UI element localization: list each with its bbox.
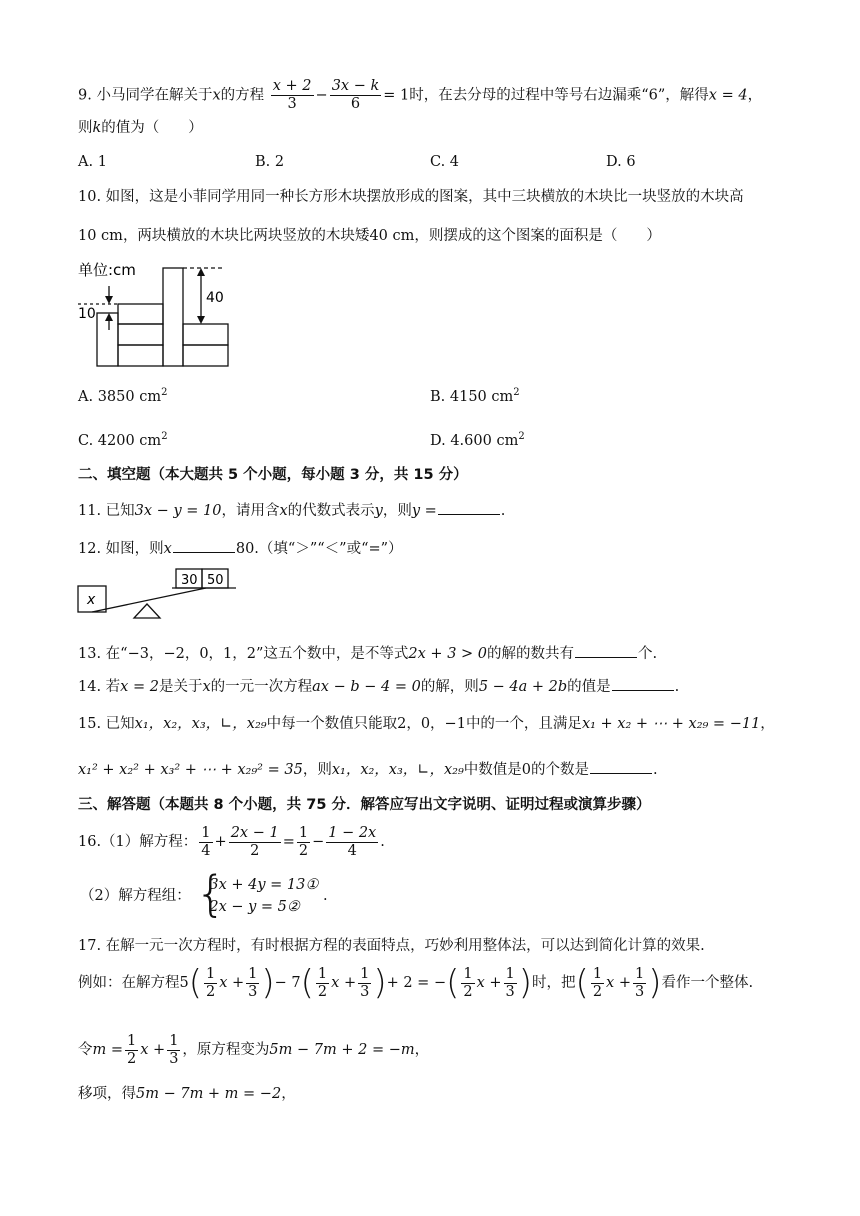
superscript: 2 bbox=[513, 387, 520, 398]
q14-condition: x = 2 bbox=[120, 679, 159, 695]
op: + 2 = − bbox=[386, 975, 447, 991]
box-x-label: x bbox=[87, 592, 96, 608]
fraction-numerator: 1 bbox=[317, 965, 328, 982]
fraction-denominator: 3 bbox=[505, 983, 515, 1000]
q11-equation: 3x − y = 10 bbox=[134, 503, 222, 519]
q10-option-d bbox=[430, 427, 525, 451]
horizontal-block bbox=[118, 324, 163, 345]
fraction-denominator: 6 bbox=[350, 96, 361, 112]
q13-text: 的解的数共有 bbox=[487, 646, 575, 662]
q9-text: ， bbox=[747, 87, 763, 104]
fraction bbox=[504, 966, 517, 1001]
fraction-numerator: x + 2 bbox=[272, 78, 312, 94]
fraction-numerator: 3x − k bbox=[331, 78, 380, 94]
fraction-denominator: 2 bbox=[463, 983, 473, 1000]
q9-op: − bbox=[315, 87, 328, 104]
q9-option-d: D. 6 bbox=[606, 154, 636, 170]
vertical-block bbox=[163, 268, 183, 366]
q14-text: 14. 若 bbox=[78, 679, 121, 695]
answer-blank[interactable] bbox=[612, 676, 674, 691]
q11-text: 的代数式表示 bbox=[287, 503, 375, 519]
fraction-numerator: 1 − 2x bbox=[328, 824, 377, 841]
option-text: C. 4200 cm bbox=[78, 432, 162, 449]
label-40: 40 bbox=[206, 290, 224, 306]
q13-text: 13. 在“−3，−2，0，1，2”这五个数中，是不等式 bbox=[78, 646, 409, 662]
q9-fraction-1 bbox=[271, 78, 314, 113]
op: = bbox=[282, 834, 295, 850]
q9-text: 的值为（ ） bbox=[101, 120, 203, 136]
weight-30-label: 30 bbox=[181, 573, 198, 588]
section-2-heading: 二、填空题（本大题共 5 个小题，每小题 3 分，共 15 分） bbox=[78, 467, 468, 483]
fraction-numerator: 1 bbox=[298, 824, 309, 841]
q10-figure bbox=[76, 258, 266, 370]
q15-text: 中的一个，且满足 bbox=[465, 716, 582, 732]
q17-text: ， bbox=[414, 1042, 430, 1058]
q15-values: 2，0，−1 bbox=[397, 716, 466, 732]
system-eq-2: 2x − y = 5② bbox=[209, 899, 300, 915]
brace: { bbox=[195, 866, 226, 922]
q9-option-a: A. 1 bbox=[78, 154, 107, 170]
q17-equation: 5m − 7m + m = −2 bbox=[136, 1086, 282, 1102]
q14-text: 的值是 bbox=[567, 679, 611, 695]
fraction-numerator: 1 bbox=[206, 965, 216, 982]
fraction-denominator: 4 bbox=[347, 842, 357, 859]
q12-text: 12. 如图，则 bbox=[78, 541, 164, 557]
q15-zero: 0 bbox=[521, 762, 531, 778]
fraction-denominator: 2 bbox=[317, 983, 328, 1000]
fraction bbox=[591, 966, 604, 1001]
q9-option-b: B. 2 bbox=[255, 154, 285, 170]
fraction bbox=[358, 966, 371, 1001]
q11-text: 11. 已知 bbox=[78, 503, 135, 519]
q9-solution: x = 4 bbox=[708, 87, 748, 104]
q17-line3 bbox=[78, 1030, 429, 1070]
q16-text: . bbox=[380, 834, 385, 850]
q10-text: ，两块横放的木块比两块竖放的木块矮 bbox=[122, 228, 370, 244]
q10-text: 10 cm bbox=[78, 228, 123, 244]
q16-part2 bbox=[80, 866, 328, 922]
q16-text: 16.（1）解方程： bbox=[78, 834, 198, 850]
q11-text: ，请用含 bbox=[221, 503, 280, 519]
q14-expression: 5 − 4a + 2b bbox=[478, 679, 568, 695]
q9-var: k bbox=[92, 120, 102, 136]
fraction-denominator: 3 bbox=[634, 983, 645, 1000]
q11-var: y bbox=[374, 503, 383, 519]
horizontal-block bbox=[118, 304, 163, 324]
superscript: 2 bbox=[161, 387, 168, 398]
fraction-denominator: 2 bbox=[592, 983, 603, 1000]
q15-text: ，则 bbox=[302, 762, 332, 778]
q9-line1 bbox=[78, 78, 762, 113]
coef: 5 bbox=[179, 975, 189, 991]
fraction-numerator: 2x − 1 bbox=[230, 824, 279, 841]
q17-text: 例如：在解方程 bbox=[78, 975, 180, 991]
q10-line1: 10. 如图，这是小菲同学用同一种长方形木块摆放形成的图案，其中三块横放的木块比一块竖放的木块高 bbox=[78, 189, 744, 205]
q13-inequality: 2x + 3 > 0 bbox=[408, 646, 488, 662]
fraction-denominator: 3 bbox=[248, 983, 258, 1000]
fraction bbox=[316, 966, 329, 1001]
q16-text: （2）解方程组： bbox=[80, 888, 191, 904]
fraction-numerator: 1 bbox=[360, 965, 370, 982]
q10-line2 bbox=[78, 226, 661, 246]
option-text: A. 3850 cm bbox=[78, 388, 162, 405]
q9-option-c: C. 4 bbox=[430, 154, 460, 170]
section-3-heading: 三、解答题（本题共 8 个小题，共 75 分．解答应写出文字说明、证明过程或演算步骤） bbox=[78, 797, 651, 813]
q15-text: 15. 已知 bbox=[78, 716, 135, 732]
option-text: B. 4150 cm bbox=[430, 388, 514, 405]
q15-square-sum: x₁² + x₂² + x₃² + ⋯ + x₂₉² = 35 bbox=[78, 762, 303, 778]
q9-text: 的方程 bbox=[220, 87, 265, 104]
q9-op: = 1 bbox=[383, 87, 410, 104]
q15-text: . bbox=[653, 762, 658, 778]
unit-label: 单位:cm bbox=[78, 261, 136, 279]
fraction-numerator: 1 bbox=[592, 965, 603, 982]
fraction-denominator: 3 bbox=[169, 1050, 179, 1067]
equation-system bbox=[195, 866, 319, 922]
q10-text: 40 cm bbox=[369, 228, 415, 244]
fraction-numerator: 1 bbox=[127, 1032, 137, 1049]
q13-text: 个. bbox=[638, 646, 658, 662]
q15-text: ， bbox=[760, 716, 775, 732]
q14-text: 的一元一次方程 bbox=[210, 679, 313, 695]
q17-text: 时，把 bbox=[532, 975, 576, 991]
system-eq-1: 3x + 4y = 13① bbox=[209, 877, 319, 893]
fraction bbox=[229, 825, 281, 860]
label-10: 10 bbox=[78, 306, 96, 322]
q10-option-b bbox=[430, 383, 520, 407]
fraction bbox=[297, 825, 310, 860]
q15-text: 中数值是 bbox=[463, 762, 522, 778]
q9-var: x bbox=[212, 87, 221, 104]
q11-var: y = bbox=[411, 503, 437, 519]
balance-beam bbox=[92, 588, 206, 612]
q15-text: 的个数是 bbox=[531, 762, 589, 778]
q16-text: . bbox=[322, 888, 328, 904]
fraction-denominator: 2 bbox=[250, 842, 260, 859]
q13 bbox=[78, 643, 657, 664]
q14-text: 的解，则 bbox=[420, 679, 479, 695]
q14 bbox=[78, 676, 679, 697]
fraction-numerator: 1 bbox=[505, 965, 515, 982]
superscript: 2 bbox=[161, 431, 168, 442]
var: x + bbox=[219, 975, 245, 991]
q14-var: x bbox=[202, 679, 211, 695]
q14-text: 是关于 bbox=[158, 679, 203, 695]
q15-line1 bbox=[78, 714, 775, 734]
q15-sum: x₁ + x₂ + ⋯ + x₂₉ = −11 bbox=[581, 716, 761, 732]
superscript: 2 bbox=[518, 431, 525, 442]
fraction-denominator: 3 bbox=[360, 983, 370, 1000]
horizontal-block bbox=[118, 345, 163, 366]
q10-option-c bbox=[78, 427, 168, 451]
q11-text: . bbox=[500, 503, 506, 519]
fraction-denominator: 2 bbox=[127, 1050, 137, 1067]
q11 bbox=[78, 500, 505, 521]
fulcrum bbox=[134, 604, 160, 618]
fraction-numerator: 1 bbox=[634, 965, 645, 982]
q15-vars: x₁，x₂，x₃，∟，x₂₉ bbox=[331, 762, 464, 778]
q10-option-a bbox=[78, 383, 167, 407]
q17-equation: 5m − 7m + 2 = −m bbox=[269, 1042, 415, 1058]
fraction bbox=[125, 1033, 138, 1068]
q14-equation: ax − b − 4 = 0 bbox=[312, 679, 421, 695]
horizontal-block bbox=[183, 345, 228, 366]
option-text: D. 4.600 cm bbox=[430, 432, 519, 449]
q9-fraction-2 bbox=[330, 78, 382, 113]
fraction-denominator: 2 bbox=[206, 983, 216, 1000]
q15-text: 中每一个数值只能取 bbox=[266, 716, 398, 732]
fraction bbox=[246, 966, 259, 1001]
q17-line4 bbox=[78, 1084, 296, 1104]
q9-line2 bbox=[78, 118, 203, 138]
fraction bbox=[633, 966, 646, 1001]
q16-part1 bbox=[78, 822, 385, 862]
q17-text: ，原方程变为 bbox=[182, 1042, 270, 1058]
answer-blank[interactable] bbox=[173, 538, 235, 553]
fraction-numerator: 1 bbox=[463, 965, 473, 982]
q17-text: ， bbox=[281, 1086, 296, 1102]
q12-balance-figure bbox=[76, 566, 246, 634]
fraction-denominator: 4 bbox=[201, 842, 211, 859]
q10-text: ，则摆成的这个图案的面积是（ ） bbox=[414, 228, 661, 244]
q9-text: 时，在去分母的过程中等号右边漏乘“6”，解得 bbox=[409, 87, 709, 104]
fraction-denominator: 3 bbox=[287, 96, 297, 112]
horizontal-block bbox=[183, 324, 228, 345]
q9-text: 9. 小马同学在解关于 bbox=[78, 87, 213, 104]
answer-blank[interactable] bbox=[438, 500, 500, 515]
q17-line2: 例如：在解方程5( $\frac{1}{2}$ x + $\frac{1}{3}$ )− 7( $\frac{1}{2}$ x + $\frac{1}{3}$ )+ 2 = −( $\frac{1}{2}$ x + $\frac{1}{3}$ )时，把( $\frac{1}{2}$ x + $\frac{1}{3}$ )看作一个整体. bbox=[78, 963, 754, 1003]
fraction-numerator: 1 bbox=[201, 824, 211, 841]
op: − bbox=[312, 834, 325, 850]
q11-text: ，则 bbox=[382, 503, 412, 519]
fraction bbox=[204, 966, 217, 1001]
answer-blank[interactable] bbox=[590, 759, 652, 774]
fraction bbox=[167, 1033, 180, 1068]
q15-line2 bbox=[78, 759, 658, 780]
fraction bbox=[461, 966, 474, 1001]
op: − 7 bbox=[274, 975, 301, 991]
var: x + bbox=[140, 1042, 166, 1058]
var: x + bbox=[331, 975, 357, 991]
weight-50-label: 50 bbox=[207, 573, 224, 588]
fraction-numerator: 1 bbox=[248, 965, 258, 982]
fraction-denominator: 2 bbox=[298, 842, 309, 859]
fraction bbox=[199, 825, 212, 860]
q17-text: 看作一个整体. bbox=[661, 975, 754, 991]
q12-var: x bbox=[163, 541, 172, 557]
q11-var: x bbox=[279, 503, 288, 519]
op: + bbox=[214, 834, 227, 850]
q17-text: 令 bbox=[78, 1042, 93, 1058]
q15-vars: x₁，x₂，x₃，∟，x₂₉ bbox=[134, 716, 267, 732]
answer-blank[interactable] bbox=[575, 643, 637, 658]
q12-text: 80.（填“＞”“＜”或“=”） bbox=[235, 541, 403, 557]
var: m = bbox=[92, 1042, 124, 1058]
q17-line1: 17. 在解一元一次方程时，有时根据方程的表面特点，巧妙利用整体法，可以达到简化计算的效果. bbox=[78, 938, 705, 954]
q14-text: . bbox=[674, 679, 680, 695]
fraction bbox=[326, 825, 378, 860]
q17-text: 移项，得 bbox=[78, 1086, 136, 1102]
var: x + bbox=[606, 975, 631, 991]
var: x + bbox=[476, 975, 502, 991]
fraction-numerator: 1 bbox=[169, 1032, 179, 1049]
q9-text: 则 bbox=[78, 120, 93, 136]
q12 bbox=[78, 538, 403, 559]
